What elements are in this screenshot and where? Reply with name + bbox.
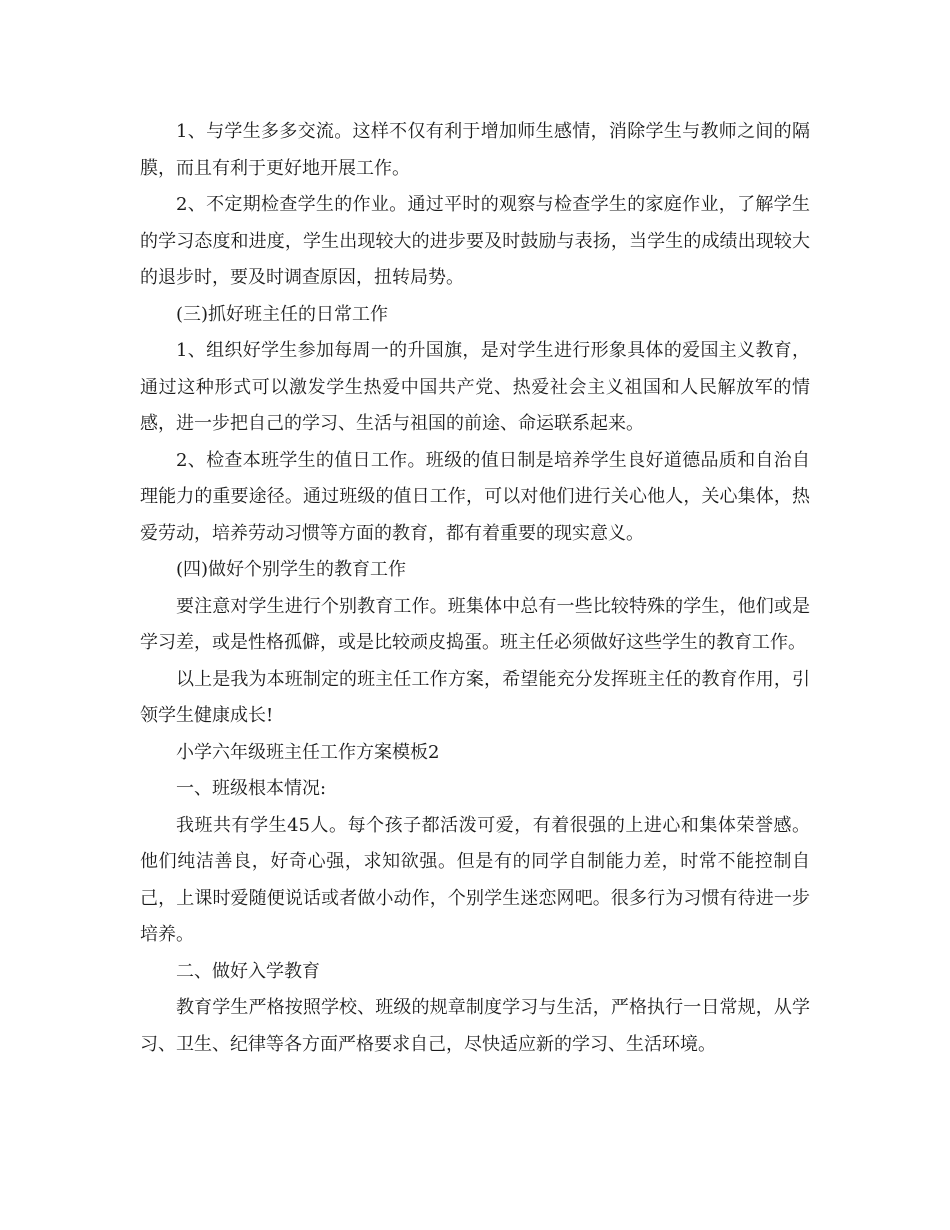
template-title: 小学六年级班主任工作方案模板2 — [176, 741, 440, 763]
paragraph-communicate: 1、与学生多多交流。这样不仅有利于增加师生感情，消除学生与教师之间的隔膜，而且有利于更好地开展工作。 — [140, 121, 810, 179]
paragraph-class-situation: 我班共有学生45人。每个孩子都活泼可爱，有着很强的上进心和集体荣誉感。他们纯洁善良，好奇心强，求知欲强。但是有的同学自制能力差，时常不能控制自己，上课时爱随便说话或者做小动作，个别学生迷恋网吧。很多行为习惯有待进一步培养。 — [140, 814, 810, 945]
paragraph-duty-check: 2、检查本班学生的值日工作。班级的值日制是培养学生良好道德品质和自治自理能力的重要途径。通过班级的值日工作，可以对他们进行关心他人，关心集体，热爱劳动，培养劳动习惯等方面的教育，都有着重要的现实意义。 — [140, 449, 810, 544]
document-page — [140, 114, 810, 1063]
paragraph-homework-check: 2、不定期检查学生的作业。通过平时的观察与检查学生的家庭作业，了解学生的学习态度和进度，学生出现较大的进步要及时鼓励与表扬，当学生的成绩出现较大的退步时，要及时调查原因，扭转局势。 — [140, 194, 810, 288]
paragraph-individual-education: 要注意对学生进行个别教育工作。班集体中总有一些比较特殊的学生，他们或是学习差，或是性格孤僻，或是比较顽皮捣蛋。班主任必须做好这些学生的教育工作。 — [140, 595, 810, 653]
paragraph-conclusion: 以上是我为本班制定的班主任工作方案，希望能充分发挥班主任的教育作用，引领学生健康成长! — [140, 668, 810, 726]
paragraph-flag-raising: 1、组织好学生参加每周一的升国旗，是对学生进行形象具体的爱国主义教育，通过这种形式可以激发学生热爱中国共产党、热爱社会主义祖国和人民解放军的情感，进一步把自己的学习、生活与祖国的前途、命运联系起来。 — [140, 340, 810, 434]
section-heading-individual-education: (四)做好个别学生的教育工作 — [176, 559, 407, 580]
paragraph-enrollment-education: 教育学生严格按照学校、班级的规章制度学习与生活，严格执行一日常规，从学习、卫生、纪律等各方面严格要求自己，尽快适应新的学习、生活环境。 — [140, 997, 810, 1055]
section-heading-daily-work: (三)抓好班主任的日常工作 — [176, 303, 389, 325]
section-heading-enrollment-education: 二、做好入学教育 — [176, 960, 320, 982]
section-heading-class-situation: 一、班级根本情况: — [176, 778, 327, 799]
